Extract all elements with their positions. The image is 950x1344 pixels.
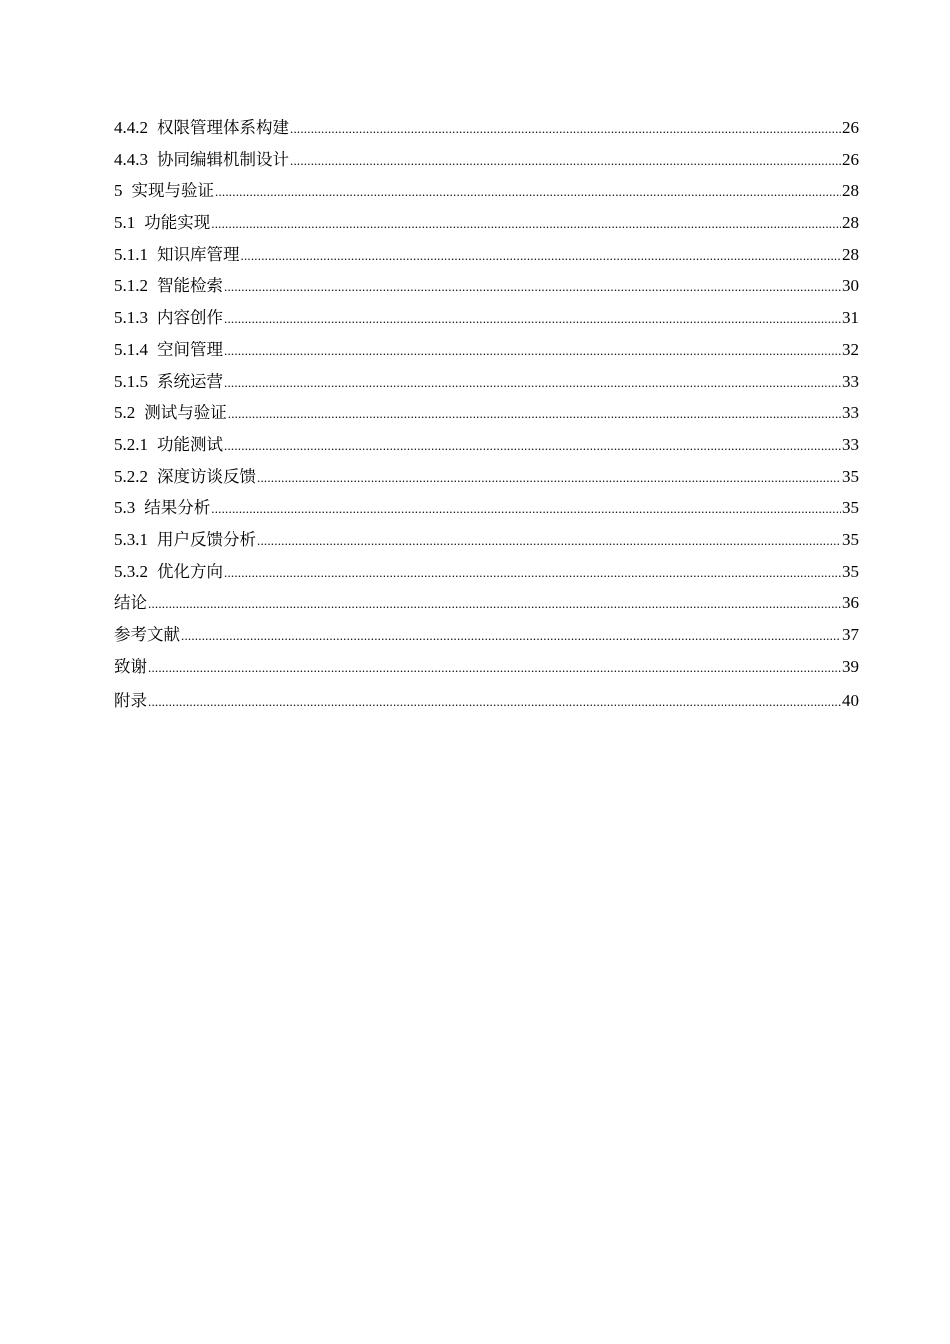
toc-entry-page: 28 <box>842 181 859 201</box>
toc-dot-leader <box>211 208 841 240</box>
toc-entry-number: 5.3 <box>114 498 136 518</box>
toc-entry-title: 深度访谈反馈 <box>157 466 256 486</box>
toc-entry[interactable] <box>114 239 859 271</box>
toc-entry-page: 35 <box>842 466 859 486</box>
toc-entry[interactable] <box>114 651 859 683</box>
toc-entry[interactable] <box>114 429 859 461</box>
toc-dot-leader <box>148 686 841 718</box>
toc-entry-title: 空间管理 <box>157 339 223 359</box>
toc-entry-number: 5.1.1 <box>114 244 148 264</box>
toc-entry[interactable] <box>114 524 859 556</box>
toc-entry-number: 5 <box>114 181 123 201</box>
toc-entry-number: 5.3.2 <box>114 561 148 581</box>
toc-entry-number: 5.3.1 <box>114 529 148 549</box>
toc-entry-title: 系统运营 <box>157 371 223 391</box>
toc-entry-number: 5.1.4 <box>114 339 148 359</box>
toc-entry-title: 致谢 <box>114 656 147 676</box>
toc-entry[interactable] <box>114 461 859 493</box>
toc-entry-number: 5.1.2 <box>114 276 148 296</box>
toc-entry[interactable] <box>114 397 859 429</box>
toc-entry-number: 5.1.5 <box>114 371 148 391</box>
toc-dot-leader <box>224 271 841 303</box>
toc-entry-number: 4.4.2 <box>114 118 148 137</box>
toc-entry-title: 结论 <box>114 593 147 613</box>
toc-entry[interactable] <box>114 302 859 334</box>
toc-entry-page: 33 <box>842 403 859 423</box>
toc-dot-leader <box>290 145 841 177</box>
toc-dot-leader <box>224 430 841 462</box>
toc-entry[interactable] <box>114 207 859 239</box>
toc-entry[interactable] <box>114 366 859 398</box>
toc-entry-page: 26 <box>842 118 859 137</box>
toc-dot-leader <box>224 303 841 335</box>
toc-entry-number: 5.1 <box>114 213 136 233</box>
toc-dot-leader <box>241 240 842 272</box>
toc-entry-page: 28 <box>842 244 859 264</box>
toc-entry-page: 33 <box>842 371 859 391</box>
toc-dot-leader <box>211 493 841 525</box>
toc-entry[interactable] <box>114 685 859 717</box>
toc-entry-title: 权限管理体系构建 <box>157 118 289 137</box>
toc-entry-page: 32 <box>842 339 859 359</box>
toc-entry-page: 36 <box>842 593 859 613</box>
toc-entry-title: 用户反馈分析 <box>157 529 256 549</box>
toc-entry-number: 5.2.2 <box>114 466 148 486</box>
toc-entry[interactable] <box>114 587 859 619</box>
toc-entry-title: 测试与验证 <box>144 403 227 423</box>
toc-entry-page: 39 <box>842 656 859 676</box>
toc-dot-leader <box>215 176 841 208</box>
toc-entry-title: 优化方向 <box>157 561 223 581</box>
toc-entry-title: 参考文献 <box>114 625 180 644</box>
toc-entry-number: 5.2.1 <box>114 434 148 454</box>
toc-dot-leader <box>224 335 841 367</box>
toc-dot-leader <box>224 557 841 589</box>
toc-entry-page: 26 <box>842 149 859 169</box>
toc-entry-page: 40 <box>842 691 859 711</box>
toc-entry[interactable] <box>114 144 859 176</box>
toc-entry-number: 5.2 <box>114 403 136 423</box>
toc-entry[interactable] <box>114 112 859 144</box>
toc-entry[interactable] <box>114 334 859 366</box>
toc-entry-page: 35 <box>842 529 859 549</box>
toc-entry-page: 35 <box>842 498 859 518</box>
toc-entry-page: 37 <box>842 625 859 644</box>
toc-entry-number: 4.4.3 <box>114 149 148 169</box>
toc-entry-title: 功能测试 <box>157 434 223 454</box>
toc-entry[interactable] <box>114 175 859 207</box>
toc-entry[interactable] <box>114 270 859 302</box>
toc-dot-leader <box>148 588 841 620</box>
toc-entry-number: 5.1.3 <box>114 308 148 328</box>
toc-dot-leader <box>148 652 841 684</box>
toc-entry-title: 功能实现 <box>144 213 211 233</box>
toc-entry-title: 内容创作 <box>157 308 223 328</box>
toc-entry-title: 协同编辑机制设计 <box>157 149 289 169</box>
toc-dot-leader <box>257 462 841 494</box>
toc-entry-title: 知识库管理 <box>157 244 240 264</box>
toc-dot-leader <box>228 398 841 430</box>
toc-entry-title: 智能检索 <box>157 276 223 296</box>
toc-dot-leader <box>290 113 841 145</box>
toc-entry-page: 30 <box>842 276 859 296</box>
toc-entry[interactable] <box>114 619 859 651</box>
toc-entry[interactable] <box>114 492 859 524</box>
toc-entry-title: 附录 <box>114 691 147 711</box>
toc-dot-leader <box>181 620 841 652</box>
toc-dot-leader <box>224 367 841 399</box>
toc-entry-page: 33 <box>842 434 859 454</box>
toc-entry-title: 结果分析 <box>144 498 211 518</box>
toc-entry-title: 实现与验证 <box>131 181 214 201</box>
toc-entry-page: 35 <box>842 561 859 581</box>
toc-entry-page: 31 <box>842 308 859 328</box>
toc-entry-page: 28 <box>842 213 859 233</box>
toc-dot-leader <box>257 525 841 557</box>
table-of-contents <box>114 112 859 717</box>
toc-entry[interactable] <box>114 556 859 588</box>
